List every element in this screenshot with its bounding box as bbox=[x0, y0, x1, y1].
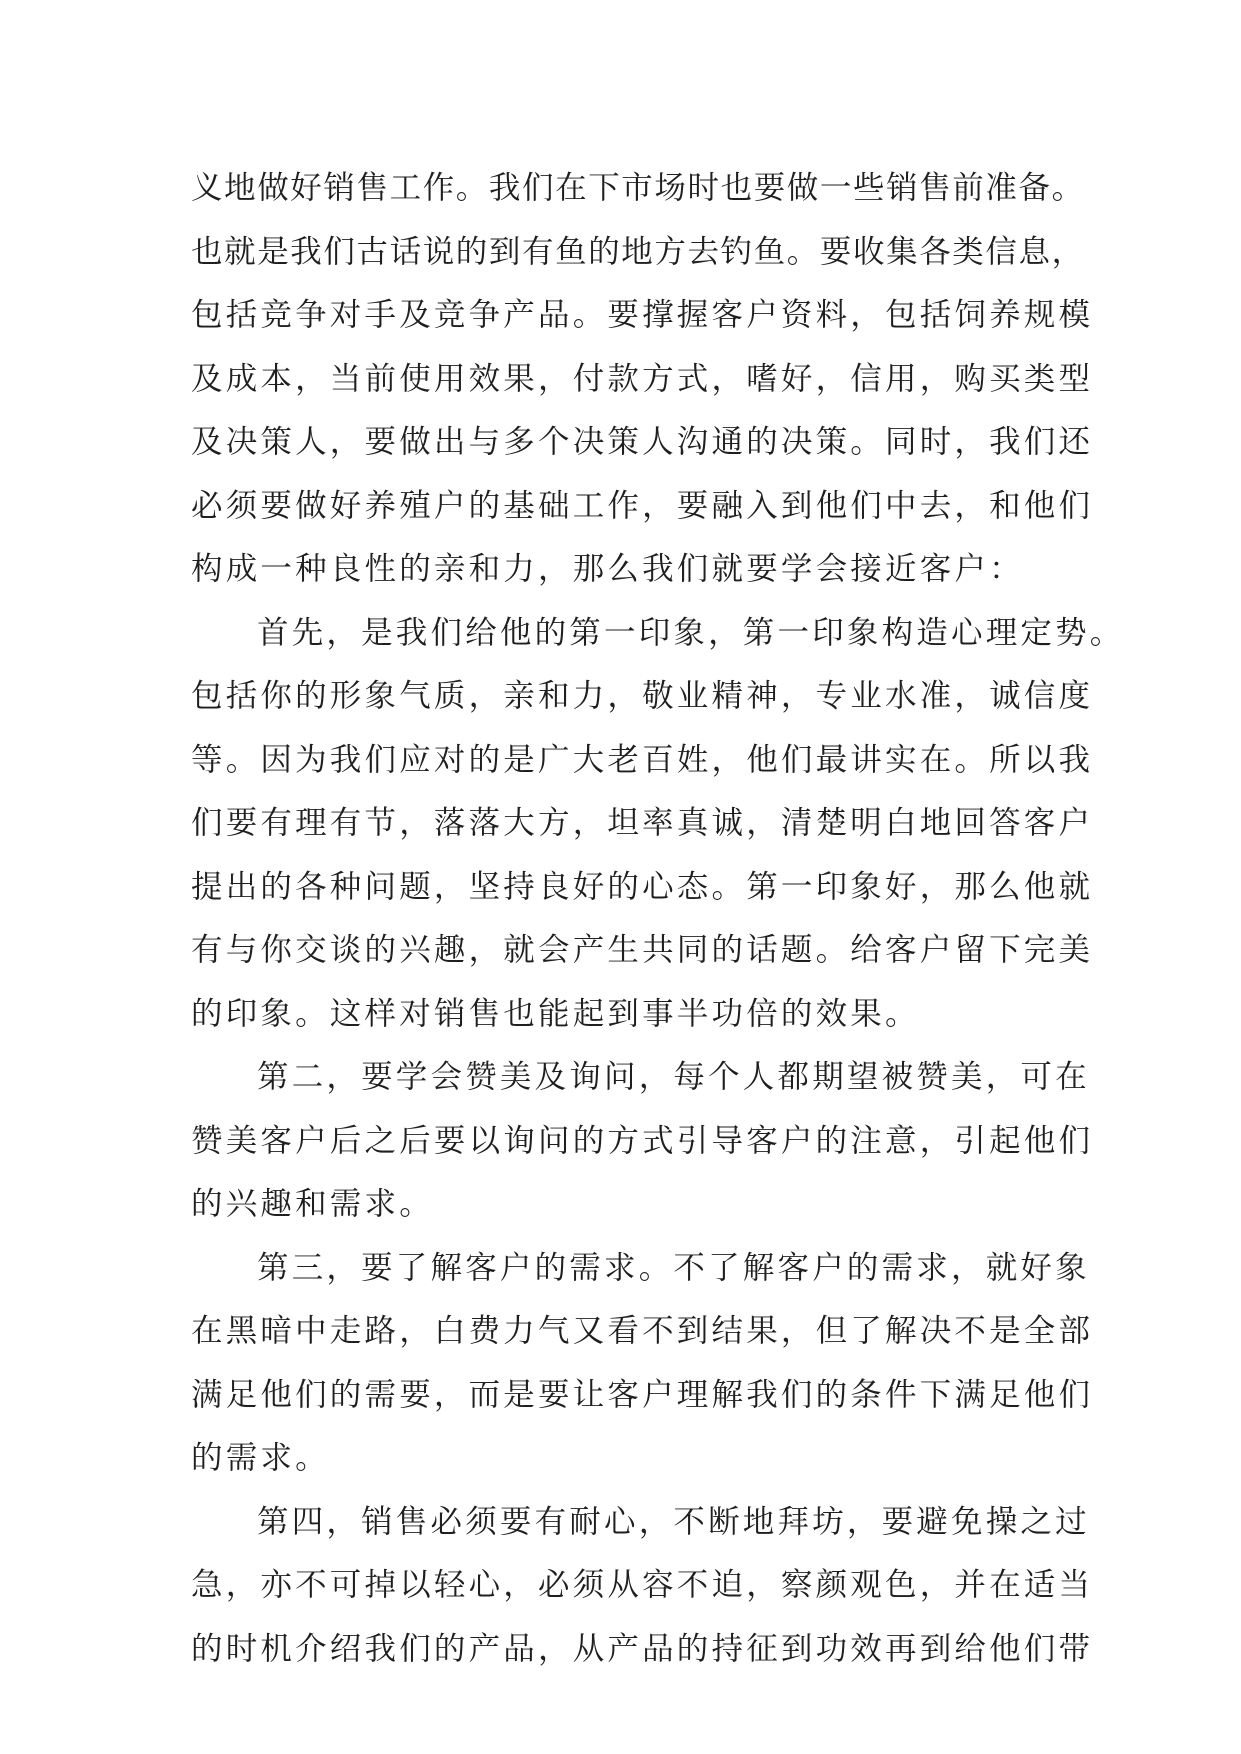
text-line: 的兴趣和需求。 bbox=[191, 1186, 434, 1222]
text-line: 义地做好销售工作。我们在下市场时也要做一些销售前准备。 bbox=[191, 170, 1085, 206]
text-line: 包括你的形象气质，亲和力，敬业精神，专业水准，诚信度 bbox=[191, 678, 1094, 714]
text-line: 急，亦不可掉以轻心，必须从容不迫，察颜观色，并在适当 bbox=[191, 1567, 1094, 1603]
text-line: 在黑暗中走路，白费力气又看不到结果，但了解决不是全部 bbox=[191, 1313, 1094, 1349]
text-line: 等。因为我们应对的是广大老百姓，他们最讲实在。所以我 bbox=[191, 741, 1094, 778]
text-line: 的需求。 bbox=[191, 1440, 330, 1476]
text-line: 包括竞争对手及竞争产品。要撑握客户资料，包括饲养规模 bbox=[191, 297, 1094, 333]
text-line: 及成本，当前使用效果，付款方式，嗜好，信用，购买类型 bbox=[191, 360, 1094, 397]
text-line: 必须要做好养殖户的基础工作，要融入到他们中去，和他们 bbox=[191, 487, 1094, 524]
text-line: 的印象。这样对销售也能起到事半功倍的效果。 bbox=[191, 995, 920, 1032]
text-line: 赞美客户后之后要以询问的方式引导客户的注意，引起他们 bbox=[191, 1122, 1094, 1159]
text-line: 的时机介绍我们的产品，从产品的持征到功效再到给他们带 bbox=[191, 1630, 1094, 1667]
body-text bbox=[191, 157, 1125, 1681]
paragraph-first-line: 首先，是我们给他的第一印象，第一印象构造心理定势。 bbox=[257, 614, 1125, 651]
text-line: 构成一种良性的亲和力，那么我们就要学会接近客户： bbox=[191, 551, 1024, 587]
text-line: 也就是我们古话说的到有鱼的地方去钓鱼。要收集各类信息， bbox=[191, 233, 1085, 270]
paragraph-first-line: 第二，要学会赞美及询问，每个人都期望被赞美，可在 bbox=[257, 1059, 1090, 1095]
text-line: 满足他们的需要，而是要让客户理解我们的条件下满足他们 bbox=[191, 1376, 1094, 1413]
text-line: 提出的各种问题，坚持良好的心态。第一印象好，那么他就 bbox=[191, 868, 1094, 905]
text-line: 及决策人，要做出与多个决策人沟通的决策。同时，我们还 bbox=[191, 424, 1094, 460]
text-line: 们要有理有节，落落大方，坦率真诚，清楚明白地回答客户 bbox=[191, 805, 1094, 841]
paragraph-first-line: 第四，销售必须要有耐心，不断地拜坊，要避免操之过 bbox=[257, 1503, 1090, 1540]
paragraph-first-line: 第三，要了解客户的需求。不了解客户的需求，就好象 bbox=[257, 1249, 1090, 1286]
text-line: 有与你交谈的兴趣，就会产生共同的话题。给客户留下完美 bbox=[191, 932, 1094, 968]
